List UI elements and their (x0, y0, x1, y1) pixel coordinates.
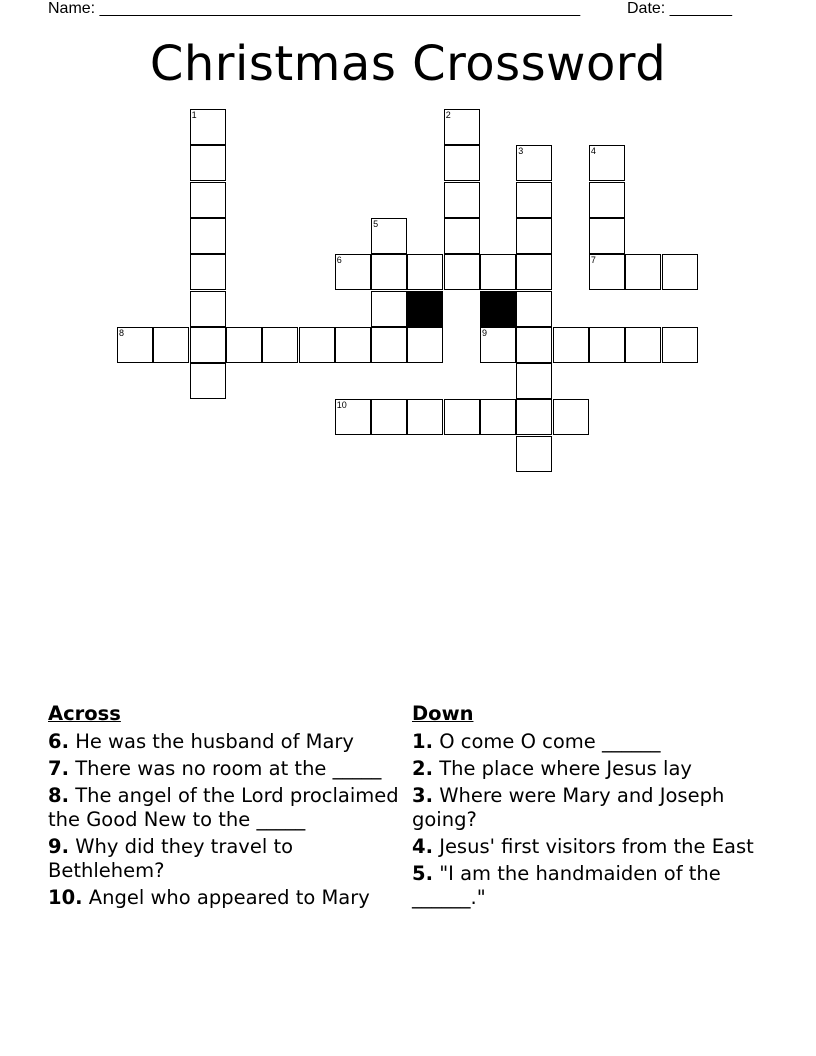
name-field: Name: ______________________________________________________ (48, 0, 581, 17)
grid-cell[interactable] (662, 254, 698, 290)
grid-cell[interactable] (516, 254, 552, 290)
grid-cell[interactable] (589, 218, 625, 254)
grid-cell[interactable] (190, 218, 226, 254)
clue-down-4: 4. Jesus' first visitors from the East (412, 835, 754, 858)
cell-8[interactable] (117, 327, 153, 363)
grid-cell[interactable] (516, 327, 552, 363)
grid-cell[interactable] (625, 327, 661, 363)
clue-number: 5 (373, 218, 379, 229)
grid-cell[interactable] (516, 363, 552, 399)
cell-2[interactable] (444, 109, 480, 145)
grid-cell[interactable] (516, 436, 552, 472)
grid-cell[interactable] (153, 327, 189, 363)
grid-cell[interactable] (444, 218, 480, 254)
clue-number: 7 (590, 255, 596, 266)
blocked-cell (480, 291, 516, 327)
grid-cell[interactable] (371, 399, 407, 435)
cell-1[interactable] (190, 109, 226, 145)
grid-cell[interactable] (662, 327, 698, 363)
grid-cell[interactable] (299, 327, 335, 363)
grid-cell[interactable] (407, 399, 443, 435)
grid-cell[interactable] (190, 327, 226, 363)
down-heading: Down (412, 702, 474, 725)
grid-cell[interactable] (553, 327, 589, 363)
grid-cell[interactable] (480, 254, 516, 290)
grid-cell[interactable] (516, 399, 552, 435)
grid-cell[interactable] (190, 182, 226, 218)
clue-number: 4 (590, 146, 596, 157)
clue-number: 6 (336, 255, 342, 266)
grid-cell[interactable] (444, 182, 480, 218)
clue-down-2: 2. The place where Jesus lay (412, 757, 692, 780)
clue-number: 10 (336, 400, 347, 411)
across-clues (48, 702, 400, 913)
grid-cell[interactable] (262, 327, 298, 363)
grid-cell[interactable] (444, 399, 480, 435)
blocked-cell (407, 291, 443, 327)
date-field: Date: _______ (627, 0, 732, 17)
clue-across-7: 7. There was no room at the _____ (48, 757, 382, 780)
cell-10[interactable] (335, 399, 371, 435)
clue-number: 1 (191, 110, 197, 120)
grid-cell[interactable] (190, 363, 226, 399)
clue-across-6: 6. He was the husband of Mary (48, 730, 354, 753)
page-title: Christmas Crossword (149, 36, 667, 92)
grid-cell[interactable] (516, 182, 552, 218)
grid-cell[interactable] (407, 327, 443, 363)
grid-cell[interactable] (480, 399, 516, 435)
grid-cell[interactable] (407, 254, 443, 290)
cell-9[interactable] (480, 327, 516, 363)
clue-number: 9 (482, 327, 488, 338)
grid-cell[interactable] (553, 399, 589, 435)
cell-7[interactable] (589, 254, 625, 290)
cell-4[interactable] (589, 145, 625, 181)
crossword-grid (0, 0, 816, 520)
grid-cell[interactable] (190, 145, 226, 181)
grid-cell[interactable] (371, 327, 407, 363)
clue-number: 2 (445, 110, 451, 120)
clue-down-5: 5. "I am the handmaiden of the ______." (412, 862, 721, 909)
grid-cell[interactable] (190, 254, 226, 290)
grid-cell[interactable] (335, 327, 371, 363)
grid-cell[interactable] (444, 254, 480, 290)
grid-cell[interactable] (589, 327, 625, 363)
clue-down-3: 3. Where were Mary and Joseph going? (412, 784, 725, 831)
grid-cell[interactable] (371, 291, 407, 327)
grid-cell[interactable] (190, 291, 226, 327)
cell-3[interactable] (516, 145, 552, 181)
grid-cell[interactable] (516, 291, 552, 327)
clue-number: 8 (119, 327, 125, 338)
grid-cell[interactable] (444, 145, 480, 181)
grid-cell[interactable] (625, 254, 661, 290)
clue-across-10: 10. Angel who appeared to Mary (48, 886, 370, 909)
clue-across-8: 8. The angel of the Lord proclaimed the Good New to the _____ (48, 784, 399, 831)
across-heading: Across (48, 702, 121, 725)
clue-down-1: 1. O come O come ______ (412, 730, 661, 753)
cell-5[interactable] (371, 218, 407, 254)
grid-cell[interactable] (371, 254, 407, 290)
grid-cell[interactable] (589, 182, 625, 218)
clue-across-9: 9. Why did they travel to Bethlehem? (48, 835, 294, 882)
grid-cell[interactable] (516, 218, 552, 254)
grid-cell[interactable] (226, 327, 262, 363)
down-clues (412, 702, 762, 913)
cell-6[interactable] (335, 254, 371, 290)
clue-number: 3 (518, 146, 524, 157)
